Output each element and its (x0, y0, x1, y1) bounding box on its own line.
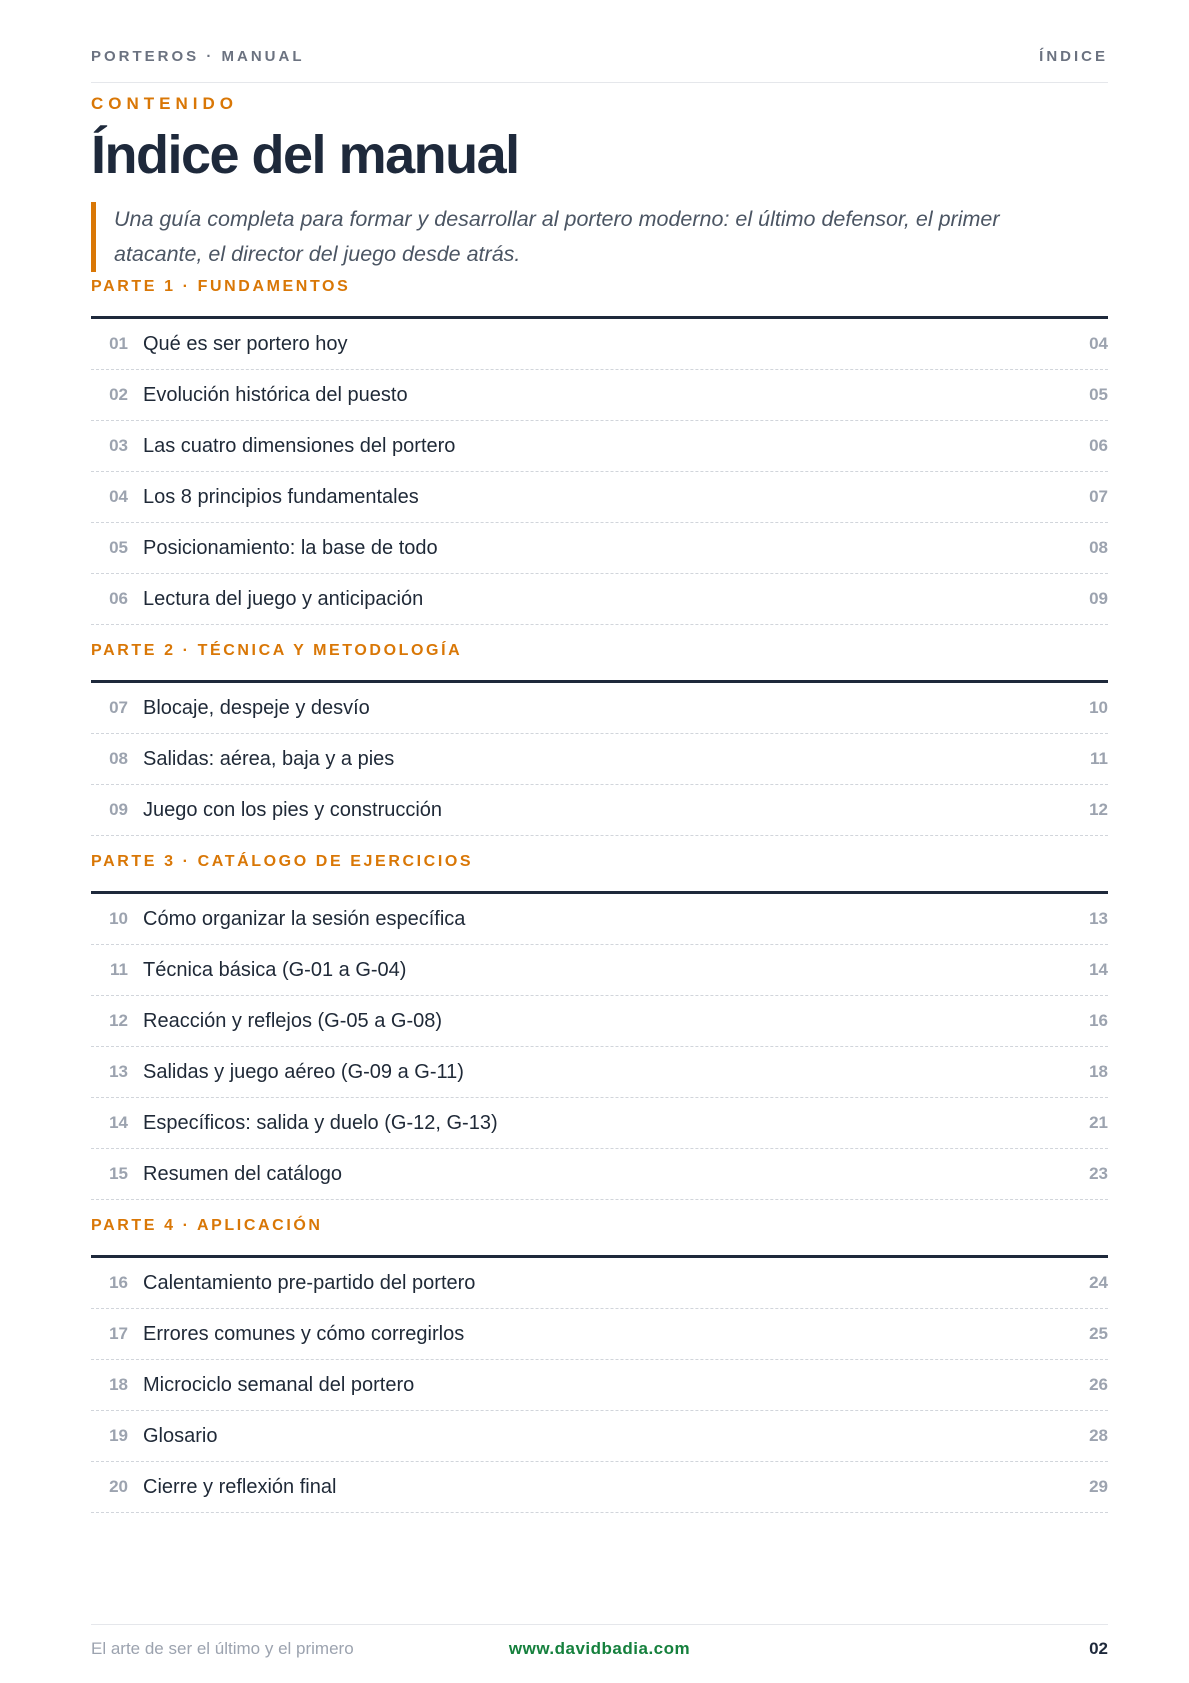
toc-entry-label: Reacción y reflejos (G-05 a G-08) (143, 1010, 443, 1032)
toc-entry[interactable] (91, 1047, 1108, 1098)
toc-entry-page: 04 (1089, 334, 1108, 353)
toc-section-heading (91, 853, 1108, 894)
toc-entry-number: 11 (110, 960, 128, 979)
toc-entry-number: 18 (109, 1375, 128, 1394)
toc-entry-page: 14 (1089, 960, 1108, 979)
toc-entry-number: 10 (109, 909, 128, 928)
toc-entry-number: 08 (109, 749, 128, 768)
toc-entry[interactable] (91, 370, 1108, 421)
toc-entry-label: Glosario (143, 1425, 218, 1447)
toc-section-heading-text: PARTE 3 · CATÁLOGO DE EJERCICIOS (91, 853, 474, 870)
toc-entry[interactable] (91, 1462, 1108, 1513)
toc-entry-number: 13 (109, 1062, 128, 1081)
toc-entry[interactable] (91, 996, 1108, 1047)
toc-entry-number: 14 (109, 1113, 128, 1132)
toc-entry-label: Las cuatro dimensiones del portero (143, 435, 456, 457)
toc-entry-label: Juego con los pies y construcción (143, 799, 443, 821)
toc-entry-page: 12 (1089, 800, 1108, 819)
toc-entry-number: 05 (109, 538, 128, 557)
toc-entry-number: 06 (109, 589, 128, 608)
footer-website-link[interactable]: www.davidbadia.com (508, 1639, 691, 1658)
toc-entry-label: Específicos: salida y duelo (G-12, G-13) (143, 1112, 498, 1134)
toc-entry-page: 07 (1089, 487, 1108, 506)
toc-section-heading-text: PARTE 2 · TÉCNICA Y METODOLOGÍA (91, 642, 463, 659)
page-footer (91, 1624, 1108, 1675)
running-header (91, 48, 1108, 83)
lead-quote (91, 202, 1091, 272)
toc-entry-label: Microciclo semanal del portero (143, 1374, 415, 1396)
toc-entry[interactable] (91, 574, 1108, 625)
toc-entry-number: 07 (109, 698, 128, 717)
toc-entry[interactable] (91, 1258, 1108, 1309)
toc-entry-page: 28 (1089, 1426, 1108, 1445)
toc-entry-page: 26 (1089, 1375, 1108, 1394)
toc-section-heading-text: PARTE 1 · FUNDAMENTOS (91, 278, 351, 295)
toc-entry-label: Salidas y juego aéreo (G-09 a G-11) (143, 1061, 464, 1083)
toc-entry[interactable] (91, 472, 1108, 523)
toc-section-heading-text: PARTE 4 · APLICACIÓN (91, 1217, 323, 1234)
toc-entry[interactable] (91, 523, 1108, 574)
toc-entry-label: Evolución histórica del puesto (143, 384, 408, 406)
toc-entry-number: 01 (109, 334, 128, 353)
toc-entry-page: 11 (1090, 749, 1108, 768)
toc-section-2 (91, 642, 1108, 836)
toc-section-heading (91, 642, 1108, 683)
toc-entry-label: Resumen del catálogo (143, 1163, 343, 1185)
toc-entry-number: 12 (109, 1011, 128, 1030)
toc-entry-page: 29 (1089, 1477, 1108, 1496)
toc-entry-label: Calentamiento pre-partido del portero (143, 1272, 476, 1294)
toc-section-heading (91, 1217, 1108, 1258)
toc-entry-label: Posicionamiento: la base de todo (143, 537, 438, 559)
toc-entry-label: Los 8 principios fundamentales (143, 486, 419, 508)
footer-page-number: 02 (1089, 1639, 1108, 1658)
toc-entry-number: 03 (109, 436, 128, 455)
toc-entry[interactable] (91, 1411, 1108, 1462)
toc-entry-label: Cierre y reflexión final (143, 1476, 337, 1498)
toc-entry-label: Salidas: aérea, baja y a pies (143, 748, 395, 770)
toc-section-1 (91, 278, 1108, 625)
toc-section-4 (91, 1217, 1108, 1513)
toc-entry-page: 08 (1089, 538, 1108, 557)
toc-entry[interactable] (91, 1098, 1108, 1149)
running-header-title: PORTEROS · MANUAL (91, 48, 305, 65)
lead-text: Una guía completa para formar y desarrollar al portero moderno: el último defensor, el primer atacante, el director del juego desde atrás. (114, 207, 1000, 266)
toc-entry-page: 10 (1089, 698, 1108, 717)
toc-entry-label: Técnica básica (G-01 a G-04) (143, 959, 407, 981)
toc-entry-label: Errores comunes y cómo corregirlos (143, 1323, 465, 1345)
toc-entry-label: Blocaje, despeje y desvío (143, 697, 370, 719)
toc-entry-page: 24 (1089, 1273, 1108, 1292)
toc-entry[interactable] (91, 319, 1108, 370)
running-header-section: ÍNDICE (1039, 48, 1108, 65)
section-kicker: CONTENIDO (91, 94, 238, 113)
toc-entry-page: 25 (1089, 1324, 1108, 1343)
toc-entry-page: 05 (1089, 385, 1108, 404)
footer-tagline: El arte de ser el último y el primero (91, 1639, 354, 1658)
toc-entry-number: 19 (109, 1426, 128, 1445)
toc-entry[interactable] (91, 1360, 1108, 1411)
toc-entry-page: 09 (1089, 589, 1108, 608)
toc-section-3 (91, 853, 1108, 1200)
toc-entry[interactable] (91, 1149, 1108, 1200)
toc-entry[interactable] (91, 1309, 1108, 1360)
toc-entry[interactable] (91, 894, 1108, 945)
toc-entry-label: Lectura del juego y anticipación (143, 588, 424, 610)
toc-entry-page: 21 (1089, 1113, 1108, 1132)
toc-section-heading (91, 278, 1108, 319)
toc-entry-page: 18 (1089, 1062, 1108, 1081)
toc-entry-number: 09 (109, 800, 128, 819)
toc-entry-page: 16 (1089, 1011, 1108, 1030)
toc-entry-page: 13 (1089, 909, 1108, 928)
toc-entry[interactable] (91, 785, 1108, 836)
toc-entry[interactable] (91, 945, 1108, 996)
toc-entry-number: 02 (109, 385, 128, 404)
toc-entry-label: Cómo organizar la sesión específica (143, 908, 466, 930)
toc-entry[interactable] (91, 683, 1108, 734)
toc-entry-label: Qué es ser portero hoy (143, 333, 348, 355)
toc-entry-number: 15 (109, 1164, 128, 1183)
toc-entry[interactable] (91, 421, 1108, 472)
toc-entry-page: 06 (1089, 436, 1108, 455)
toc-entry-number: 16 (109, 1273, 128, 1292)
toc-entry-number: 04 (109, 487, 128, 506)
page-title: Índice del manual (91, 125, 519, 185)
toc-entry-number: 20 (109, 1477, 128, 1496)
toc-entry[interactable] (91, 734, 1108, 785)
toc-entry-number: 17 (109, 1324, 128, 1343)
toc-entry-page: 23 (1089, 1164, 1108, 1183)
